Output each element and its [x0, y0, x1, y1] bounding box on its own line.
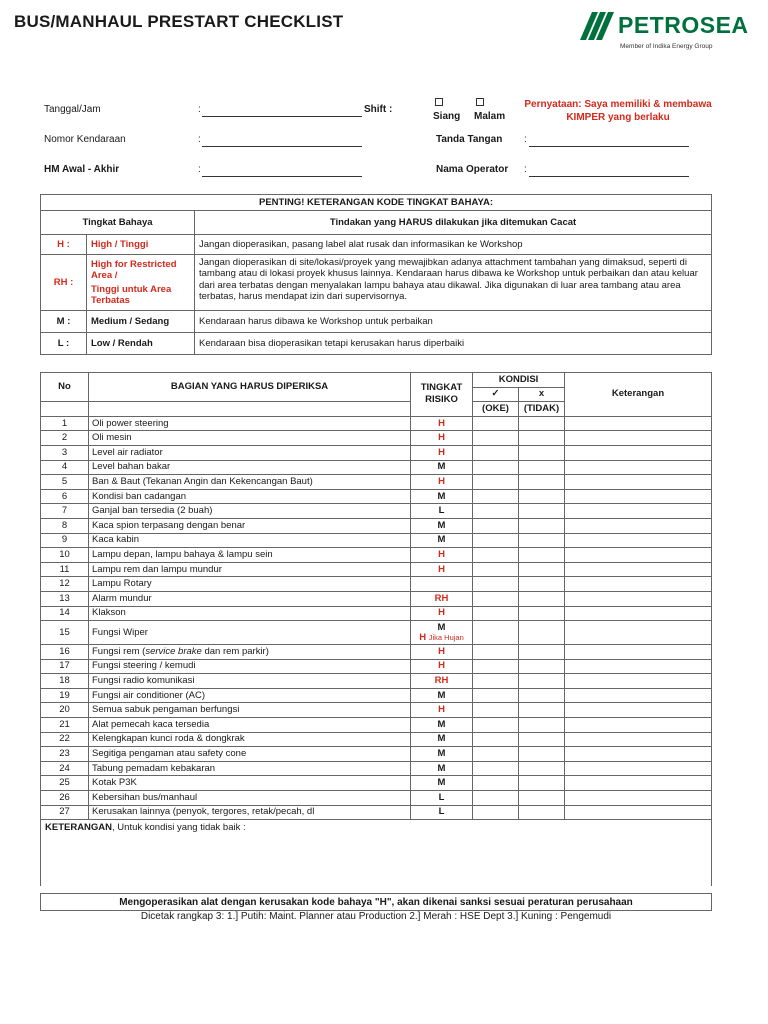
item-notes-cell[interactable]	[565, 548, 712, 563]
item-risk: RH	[411, 591, 473, 606]
checklist-row	[41, 688, 712, 703]
item-notes-cell[interactable]	[565, 659, 712, 674]
item-bad-cell[interactable]	[519, 776, 565, 791]
hazard-level: Medium / Sedang	[87, 311, 195, 333]
notes-key: KETERANGAN	[45, 822, 113, 834]
item-number: 4	[41, 460, 89, 475]
item-part: Fungsi radio komunikasi	[89, 674, 411, 689]
checklist-row	[41, 718, 712, 733]
item-number: 14	[41, 606, 89, 621]
item-notes-cell[interactable]	[565, 445, 712, 460]
item-risk: H	[411, 645, 473, 660]
item-number: 8	[41, 518, 89, 533]
vehicle-colon: :	[198, 134, 201, 145]
col-no-header: No	[41, 373, 89, 402]
item-notes-cell[interactable]	[565, 674, 712, 689]
item-part: Kotak P3K	[89, 776, 411, 791]
item-ok-cell[interactable]	[473, 718, 519, 733]
petrosea-stripes-icon	[580, 10, 618, 44]
item-notes-cell[interactable]	[565, 562, 712, 577]
item-notes-cell[interactable]	[565, 475, 712, 490]
hazard-action-header: Tindakan yang HARUS dilakukan jika ditemukan Cacat	[195, 211, 712, 235]
operator-name-field[interactable]	[529, 176, 689, 177]
item-notes-cell[interactable]	[565, 518, 712, 533]
hazard-code: H :	[41, 235, 87, 255]
item-part: Oli power steering	[89, 416, 411, 431]
item-number: 18	[41, 674, 89, 689]
brand-name: PETROSEA	[618, 12, 749, 38]
item-part: Lampu Rotary	[89, 577, 411, 592]
item-risk: L	[411, 504, 473, 519]
checklist-row	[41, 562, 712, 577]
item-bad-cell[interactable]	[519, 460, 565, 475]
hazard-legend-title: PENTING! KETERANGAN KODE TINGKAT BAHAYA:	[41, 195, 712, 211]
item-ok-cell[interactable]	[473, 504, 519, 519]
shift-night-checkbox[interactable]	[476, 98, 484, 106]
hazard-level	[87, 255, 195, 311]
item-notes-cell[interactable]	[565, 776, 712, 791]
checklist-row	[41, 431, 712, 446]
vehicle-label: Nomor Kendaraan	[44, 134, 126, 145]
checklist-row	[41, 776, 712, 791]
item-number: 26	[41, 791, 89, 806]
item-risk: RH	[411, 674, 473, 689]
item-part: Level bahan bakar	[89, 460, 411, 475]
item-number: 13	[41, 591, 89, 606]
item-part: Lampu depan, lampu bahaya & lampu sein	[89, 548, 411, 563]
item-risk: M	[411, 732, 473, 747]
item-part: Ban & Baut (Tekanan Angin dan Kekencangan Baut)	[89, 475, 411, 490]
hazard-code: M :	[41, 311, 87, 333]
item-risk: H	[411, 475, 473, 490]
item-risk: H	[411, 703, 473, 718]
item-risk: H	[411, 606, 473, 621]
item-ok-cell[interactable]	[473, 591, 519, 606]
col-condition-header: KONDISI	[473, 373, 565, 388]
item-bad-cell[interactable]	[519, 791, 565, 806]
checklist-row	[41, 504, 712, 519]
item-bad-cell[interactable]	[519, 688, 565, 703]
item-risk: M	[411, 518, 473, 533]
item-risk: H	[411, 659, 473, 674]
checklist-row	[41, 791, 712, 806]
operator-label: Nama Operator	[436, 164, 509, 175]
checklist-row	[41, 416, 712, 431]
checklist-row	[41, 703, 712, 718]
item-ok-cell[interactable]	[473, 791, 519, 806]
hazard-action-text: Jangan dioperasikan di site/lokasi/proyek yang mewajibkan adanya attachment tambahan yang dimaksud, seperti di tambang atau di lokasi proyek khusus lainnya. Kendaraan harus dibawa ke Workshop untuk perbaikan dan atau keluar dari area terbatas dengan menyalakan lampu bahaya atau dikawal. Jika digunakan di luar area tambang atau area terbatas, harus mendapat izin dari supervisornya.	[199, 256, 698, 302]
item-notes-cell[interactable]	[565, 460, 712, 475]
item-bad-cell[interactable]	[519, 761, 565, 776]
hazard-action: Kendaraan bisa dioperasikan tetapi kerusakan harus diperbaiki	[195, 333, 712, 355]
checklist-row	[41, 518, 712, 533]
item-risk: H	[411, 416, 473, 431]
checklist-row	[41, 645, 712, 660]
item-ok-cell[interactable]	[473, 533, 519, 548]
item-ok-cell[interactable]	[473, 659, 519, 674]
item-risk: L	[411, 805, 473, 820]
checklist-row	[41, 747, 712, 762]
item-bad-cell[interactable]	[519, 416, 565, 431]
hazard-row-l	[41, 333, 712, 355]
item-part-emphasis: service brake	[145, 645, 202, 657]
item-number: 9	[41, 533, 89, 548]
item-ok-cell[interactable]	[473, 761, 519, 776]
item-notes-cell[interactable]	[565, 703, 712, 718]
item-risk: H	[411, 445, 473, 460]
item-bad-cell[interactable]	[519, 718, 565, 733]
checklist-row	[41, 805, 712, 820]
item-bad-cell[interactable]	[519, 548, 565, 563]
checklist-row	[41, 659, 712, 674]
item-notes-cell[interactable]	[565, 416, 712, 431]
checklist-row	[41, 732, 712, 747]
company-logo	[580, 10, 760, 56]
item-ok-cell[interactable]	[473, 548, 519, 563]
hazard-level-line: Tinggi untuk Area Terbatas	[91, 283, 172, 306]
checklist-row	[41, 761, 712, 776]
checklist-row	[41, 674, 712, 689]
hazard-action	[195, 255, 712, 311]
checklist-row	[41, 460, 712, 475]
item-notes-cell[interactable]	[565, 791, 712, 806]
col-part-spacer	[89, 402, 411, 417]
item-number: 7	[41, 504, 89, 519]
item-notes-cell[interactable]	[565, 645, 712, 660]
document-title: BUS/MANHAUL PRESTART CHECKLIST	[14, 12, 344, 31]
item-ok-cell[interactable]	[473, 518, 519, 533]
checklist-row	[41, 475, 712, 490]
item-number: 19	[41, 688, 89, 703]
item-ok-cell[interactable]	[473, 577, 519, 592]
item-ok-cell[interactable]	[473, 688, 519, 703]
item-risk	[411, 577, 473, 592]
item-bad-cell[interactable]	[519, 645, 565, 660]
signature-label: Tanda Tangan	[436, 134, 503, 145]
item-risk: M	[411, 688, 473, 703]
item-part	[89, 645, 411, 660]
item-ok-cell[interactable]	[473, 606, 519, 621]
item-notes-cell[interactable]	[565, 718, 712, 733]
item-risk: M	[411, 460, 473, 475]
item-ok-cell[interactable]	[473, 674, 519, 689]
item-number: 16	[41, 645, 89, 660]
item-number: 3	[41, 445, 89, 460]
item-part-text: Fungsi rem (	[92, 645, 146, 657]
date-colon: :	[198, 104, 201, 115]
col-ok-header: (OKE)	[473, 402, 519, 417]
item-number: 2	[41, 431, 89, 446]
item-risk: M	[411, 718, 473, 733]
item-number: 23	[41, 747, 89, 762]
item-notes-cell[interactable]	[565, 621, 712, 645]
item-part: Fungsi air conditioner (AC)	[89, 688, 411, 703]
item-notes-cell[interactable]	[565, 533, 712, 548]
col-bad-header: (TIDAK)	[519, 402, 565, 417]
item-bad-cell[interactable]	[519, 747, 565, 762]
item-part: Kaca spion terpasang dengan benar	[89, 518, 411, 533]
hazard-level-header: Tingkat Bahaya	[41, 211, 195, 235]
item-part: Kelengkapan kunci roda & dongkrak	[89, 732, 411, 747]
item-number: 11	[41, 562, 89, 577]
item-part: Ganjal ban tersedia (2 buah)	[89, 504, 411, 519]
item-ok-cell[interactable]	[473, 475, 519, 490]
checklist-row	[41, 621, 712, 645]
item-bad-cell[interactable]	[519, 431, 565, 446]
checklist-row	[41, 533, 712, 548]
item-part: Kerusakan lainnya (penyok, tergores, retak/pecah, dl	[89, 805, 411, 820]
item-ok-cell[interactable]	[473, 445, 519, 460]
item-number: 27	[41, 805, 89, 820]
hazard-row-m	[41, 311, 712, 333]
item-ok-cell[interactable]	[473, 416, 519, 431]
item-ok-cell[interactable]	[473, 703, 519, 718]
print-copies-note: Dicetak rangkap 3: 1.] Putih: Maint. Planner atau Production 2.] Merah : HSE Dept 3.] Kuning : Pengemudi	[140, 911, 612, 922]
hm-field[interactable]	[202, 176, 362, 177]
item-bad-cell[interactable]	[519, 659, 565, 674]
hazard-level-line: High for Restricted Area /	[91, 258, 177, 281]
date-label: Tanggal/Jam	[44, 104, 101, 115]
item-ok-cell[interactable]	[473, 489, 519, 504]
item-risk-extra-code: H	[419, 631, 427, 643]
item-notes-cell[interactable]	[565, 489, 712, 504]
item-risk: M	[411, 489, 473, 504]
item-bad-cell[interactable]	[519, 518, 565, 533]
item-bad-cell[interactable]	[519, 562, 565, 577]
hm-colon: :	[198, 164, 201, 175]
col-notes-header: Keterangan	[565, 373, 712, 417]
item-notes-cell[interactable]	[565, 577, 712, 592]
kimper-statement: Pernyataan: Saya memiliki & membawa KIMPER yang berlaku	[524, 99, 712, 123]
item-risk: L	[411, 791, 473, 806]
date-field[interactable]	[202, 116, 362, 117]
item-ok-cell[interactable]	[473, 460, 519, 475]
item-risk: H	[411, 431, 473, 446]
shift-night-label: Malam	[474, 111, 506, 122]
checklist-table	[40, 372, 712, 886]
item-ok-cell[interactable]	[473, 621, 519, 645]
item-notes-cell[interactable]	[565, 688, 712, 703]
sanction-warning: Mengoperasikan alat dengan kerusakan kode bahaya "H", akan dikenai sanksi sesuai peraturan perusahaan	[40, 893, 712, 911]
item-bad-cell[interactable]	[519, 445, 565, 460]
hazard-row-h	[41, 235, 712, 255]
item-risk-extra-note: Jika Hujan	[428, 632, 464, 642]
item-bad-cell[interactable]	[519, 703, 565, 718]
item-notes-cell[interactable]	[565, 606, 712, 621]
item-bad-cell[interactable]	[519, 475, 565, 490]
shift-label: Shift :	[364, 104, 393, 115]
vehicle-number-field[interactable]	[202, 146, 362, 147]
item-number: 1	[41, 416, 89, 431]
item-notes-cell[interactable]	[565, 431, 712, 446]
hazard-action: Jangan dioperasikan, pasang label alat rusak dan informasikan ke Workshop	[195, 235, 712, 255]
item-risk: M	[411, 533, 473, 548]
item-bad-cell[interactable]	[519, 591, 565, 606]
item-notes-cell[interactable]	[565, 732, 712, 747]
item-bad-cell[interactable]	[519, 674, 565, 689]
item-bad-cell[interactable]	[519, 606, 565, 621]
item-notes-cell[interactable]	[565, 805, 712, 820]
item-bad-cell[interactable]	[519, 504, 565, 519]
signature-colon: :	[524, 134, 527, 145]
brand-tagline: Member of Indika Energy Group	[620, 43, 713, 50]
hm-label: HM Awal - Akhir	[44, 164, 120, 175]
item-part: Segitiga pengaman atau safety cone	[89, 747, 411, 762]
shift-day-checkbox[interactable]	[435, 98, 443, 106]
item-number: 20	[41, 703, 89, 718]
item-part: Kondisi ban cadangan	[89, 489, 411, 504]
checklist-row	[41, 489, 712, 504]
item-part: Level air radiator	[89, 445, 411, 460]
item-number: 6	[41, 489, 89, 504]
item-part: Alat pemecah kaca tersedia	[89, 718, 411, 733]
item-part: Oli mesin	[89, 431, 411, 446]
col-risk-header: TINGKAT RISIKO	[411, 373, 473, 417]
item-risk: H	[411, 562, 473, 577]
hazard-code: RH :	[41, 255, 87, 311]
cross-mark-icon: x	[519, 387, 565, 402]
check-mark-icon: ✓	[473, 387, 519, 402]
checklist-row	[41, 577, 712, 592]
item-ok-cell[interactable]	[473, 776, 519, 791]
notes-label: , Untuk kondisi yang tidak baik :	[112, 822, 246, 834]
item-bad-cell[interactable]	[519, 732, 565, 747]
item-part: Fungsi steering / kemudi	[89, 659, 411, 674]
checklist-row	[41, 548, 712, 563]
item-notes-cell[interactable]	[565, 761, 712, 776]
col-no-spacer	[41, 402, 89, 417]
item-number: 15	[41, 621, 89, 645]
item-part: Kebersihan bus/manhaul	[89, 791, 411, 806]
item-part-text: dan rem parkir)	[201, 645, 269, 657]
item-number: 24	[41, 761, 89, 776]
item-part: Kaca kabin	[89, 533, 411, 548]
shift-day-label: Siang	[433, 111, 461, 122]
item-part: Semua sabuk pengaman berfungsi	[89, 703, 411, 718]
item-part: Alarm mundur	[89, 591, 411, 606]
hazard-row-rh	[41, 255, 712, 311]
item-bad-cell[interactable]	[519, 533, 565, 548]
signature-field[interactable]	[529, 146, 689, 147]
item-risk: M	[411, 776, 473, 791]
item-part: Fungsi Wiper	[89, 621, 411, 645]
item-ok-cell[interactable]	[473, 645, 519, 660]
item-notes-cell[interactable]	[565, 591, 712, 606]
item-notes-cell[interactable]	[565, 747, 712, 762]
item-risk	[411, 621, 473, 645]
item-risk-extra	[414, 633, 469, 643]
item-ok-cell[interactable]	[473, 747, 519, 762]
hazard-level: Low / Rendah	[87, 333, 195, 355]
hazard-action: Kendaraan harus dibawa ke Workshop untuk perbaikan	[195, 311, 712, 333]
item-number: 12	[41, 577, 89, 592]
checklist-row	[41, 445, 712, 460]
item-ok-cell[interactable]	[473, 732, 519, 747]
checklist-row	[41, 591, 712, 606]
item-bad-cell[interactable]	[519, 621, 565, 645]
item-risk: M	[411, 761, 473, 776]
item-number: 22	[41, 732, 89, 747]
item-number: 10	[41, 548, 89, 563]
item-bad-cell[interactable]	[519, 805, 565, 820]
item-ok-cell[interactable]	[473, 805, 519, 820]
hazard-level: High / Tinggi	[87, 235, 195, 255]
item-number: 5	[41, 475, 89, 490]
item-number: 17	[41, 659, 89, 674]
notes-area[interactable]	[41, 820, 712, 886]
col-part-header: BAGIAN YANG HARUS DIPERIKSA	[89, 373, 411, 402]
item-part: Lampu rem dan lampu mundur	[89, 562, 411, 577]
item-number: 25	[41, 776, 89, 791]
hazard-code: L :	[41, 333, 87, 355]
item-part: Klakson	[89, 606, 411, 621]
operator-colon: :	[524, 164, 527, 175]
checklist-row	[41, 606, 712, 621]
item-part: Tabung pemadam kebakaran	[89, 761, 411, 776]
item-notes-cell[interactable]	[565, 504, 712, 519]
item-bad-cell[interactable]	[519, 577, 565, 592]
item-risk-value: M	[437, 621, 446, 633]
item-number: 21	[41, 718, 89, 733]
item-bad-cell[interactable]	[519, 489, 565, 504]
item-risk: H	[411, 548, 473, 563]
item-risk: M	[411, 747, 473, 762]
item-ok-cell[interactable]	[473, 562, 519, 577]
item-ok-cell[interactable]	[473, 431, 519, 446]
hazard-legend-table	[40, 194, 712, 355]
